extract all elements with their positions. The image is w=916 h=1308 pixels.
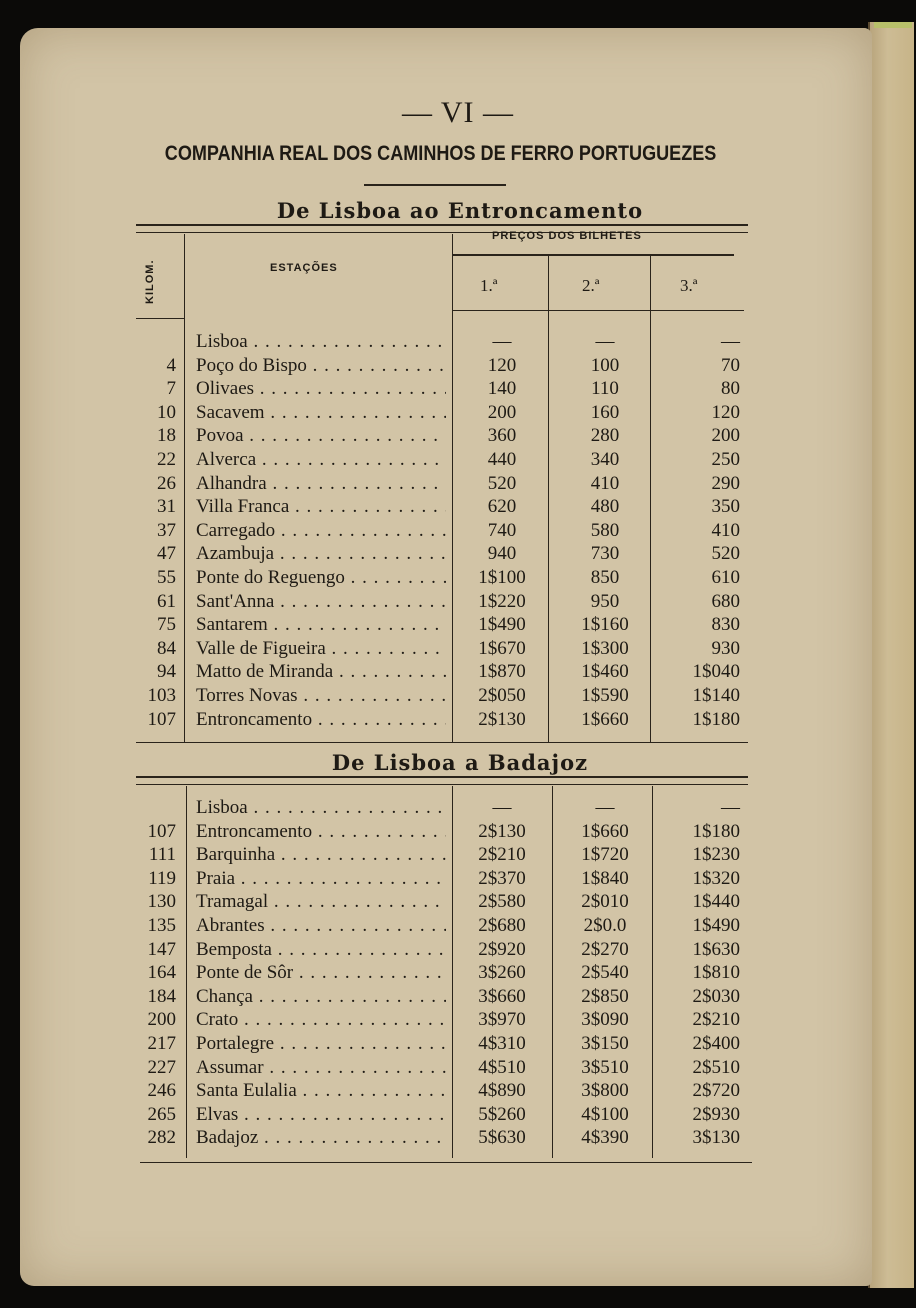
table-row bbox=[0, 401, 916, 425]
table-row bbox=[0, 377, 916, 401]
table-row bbox=[0, 1032, 916, 1056]
km-cell: 4 bbox=[166, 354, 176, 376]
price-2nd-cell: 1$720 bbox=[581, 844, 629, 866]
price-3rd-cell: 70 bbox=[721, 354, 740, 376]
price-2nd-cell: 280 bbox=[590, 425, 620, 447]
station-cell: Entroncamento . . . bbox=[196, 708, 446, 732]
price-3rd-cell: 350 bbox=[711, 496, 740, 518]
price-3rd-cell: 250 bbox=[711, 449, 740, 470]
price-2nd-cell: 3$150 bbox=[581, 1033, 629, 1054]
station-cell: Santa Eulalia . . . bbox=[196, 1079, 446, 1103]
price-2nd-cell: 1$660 bbox=[581, 708, 629, 730]
price-2nd-cell: — bbox=[595, 797, 615, 818]
price-3rd-cell: 1$180 bbox=[692, 820, 740, 842]
price-2nd-cell: 340 bbox=[590, 449, 620, 470]
station-cell: Ponte do Reguengo . . . bbox=[196, 566, 446, 590]
price-3rd-cell: 2$400 bbox=[692, 1033, 740, 1054]
table-row bbox=[0, 424, 916, 448]
km-cell: 61 bbox=[157, 590, 176, 612]
price-2nd-cell: 480 bbox=[590, 496, 620, 518]
km-cell: 94 bbox=[157, 661, 176, 683]
header-bottom-rule bbox=[136, 318, 184, 319]
km-cell: 130 bbox=[147, 891, 176, 913]
price-1st-cell: — bbox=[492, 797, 512, 818]
price-2nd-cell: 3$800 bbox=[581, 1080, 629, 1102]
station-cell: Badajoz . . . bbox=[196, 1126, 446, 1150]
station-cell: Abrantes . . . bbox=[196, 914, 446, 938]
price-2nd-cell: 3$090 bbox=[581, 1009, 629, 1031]
station-cell: Chança . . . bbox=[196, 985, 446, 1009]
km-cell: 119 bbox=[148, 867, 176, 889]
table-row bbox=[0, 1126, 916, 1150]
table-row bbox=[0, 590, 916, 614]
km-cell: 184 bbox=[147, 985, 176, 1007]
price-3rd-cell: 2$720 bbox=[692, 1080, 740, 1102]
table-row bbox=[0, 1079, 916, 1103]
price-2nd-cell: 4$100 bbox=[581, 1103, 629, 1125]
price-3rd-cell: — bbox=[721, 797, 740, 818]
price-2nd-cell: 1$300 bbox=[581, 637, 629, 659]
price-3rd-cell: 80 bbox=[721, 378, 740, 400]
station-cell: Lisboa . . . bbox=[196, 330, 446, 354]
station-cell: Elvas . . . bbox=[196, 1103, 446, 1127]
price-3rd-cell: 1$810 bbox=[692, 962, 740, 984]
price-2nd-cell: 1$460 bbox=[581, 661, 629, 683]
price-2nd-cell: 3$510 bbox=[581, 1056, 629, 1078]
km-cell: 18 bbox=[157, 425, 176, 447]
km-cell: 135 bbox=[147, 915, 176, 936]
price-1st-cell: 940 bbox=[487, 543, 517, 565]
price-1st-cell: 520 bbox=[487, 472, 517, 494]
station-cell: Valle de Figueira . . . bbox=[196, 637, 446, 661]
price-3rd-cell: 1$180 bbox=[692, 708, 740, 730]
station-cell: Matto de Miranda . . . bbox=[196, 660, 446, 684]
price-3rd-cell: 2$210 bbox=[692, 1009, 740, 1031]
price-2nd-cell: 410 bbox=[590, 472, 620, 494]
page-number: — VI — bbox=[401, 96, 515, 129]
station-cell: Barquinha . . . bbox=[196, 843, 446, 867]
price-3rd-cell: 2$030 bbox=[692, 985, 740, 1007]
km-cell: 246 bbox=[147, 1080, 176, 1102]
table-row bbox=[0, 542, 916, 566]
station-cell: Crato . . . bbox=[196, 1008, 446, 1032]
km-cell: 10 bbox=[157, 401, 176, 423]
table-row bbox=[0, 519, 916, 543]
price-3rd-cell: 2$930 bbox=[692, 1103, 740, 1125]
price-1st-cell: 2$580 bbox=[478, 891, 526, 913]
table-row bbox=[0, 448, 916, 472]
section2-bottom-rule bbox=[140, 1162, 752, 1163]
table-row bbox=[0, 1103, 916, 1127]
table-row bbox=[0, 472, 916, 496]
price-2nd-cell: — bbox=[595, 331, 615, 352]
next-page-edge-tint bbox=[874, 22, 912, 28]
km-cell: 200 bbox=[147, 1009, 176, 1031]
price-1st-cell: 2$920 bbox=[478, 938, 526, 960]
price-1st-cell: 2$130 bbox=[478, 820, 526, 842]
price-1st-cell: 620 bbox=[487, 496, 517, 518]
section1-top-rule-2 bbox=[136, 232, 748, 233]
prices-header: PREÇOS DOS BILHETES bbox=[492, 230, 642, 242]
table-row bbox=[0, 796, 916, 820]
price-1st-cell: 360 bbox=[487, 425, 517, 447]
price-2nd-cell: 2$270 bbox=[581, 938, 629, 960]
station-cell: Villa Franca . . . bbox=[196, 495, 446, 519]
station-cell: Portalegre . . . bbox=[196, 1032, 446, 1056]
station-cell: Assumar . . . bbox=[196, 1056, 446, 1080]
price-1st-cell: 2$370 bbox=[478, 867, 526, 889]
class-1-header: 1.ª bbox=[480, 276, 498, 295]
stations-header: ESTAÇÕES bbox=[270, 262, 338, 274]
station-cell: Santarem . . . bbox=[196, 613, 446, 637]
km-cell: 75 bbox=[157, 614, 176, 636]
km-cell: 31 bbox=[157, 496, 176, 518]
price-2nd-cell: 2$010 bbox=[581, 891, 629, 913]
table-row bbox=[0, 820, 916, 844]
price-1st-cell: 1$490 bbox=[478, 614, 526, 636]
price-2nd-cell: 2$850 bbox=[581, 985, 629, 1007]
price-2nd-cell: 1$840 bbox=[581, 867, 629, 889]
title-rule bbox=[364, 184, 506, 186]
station-cell: Povoa . . . bbox=[196, 424, 446, 448]
table-row bbox=[0, 961, 916, 985]
km-cell: 111 bbox=[148, 844, 176, 866]
price-1st-cell: 120 bbox=[487, 354, 517, 376]
price-1st-cell: 3$260 bbox=[478, 962, 526, 984]
price-3rd-cell: 2$510 bbox=[692, 1056, 740, 1078]
table-row bbox=[0, 330, 916, 354]
table-row bbox=[0, 637, 916, 661]
km-cell: 84 bbox=[157, 637, 176, 659]
class-2-header: 2.ª bbox=[582, 276, 600, 295]
table-row bbox=[0, 708, 916, 732]
station-cell: Alverca . . . bbox=[196, 448, 446, 472]
price-3rd-cell: 3$130 bbox=[692, 1127, 740, 1149]
km-cell: 26 bbox=[157, 472, 176, 494]
km-cell: 217 bbox=[147, 1033, 176, 1054]
table-row bbox=[0, 684, 916, 708]
price-3rd-cell: 610 bbox=[711, 567, 740, 588]
price-3rd-cell: — bbox=[721, 331, 740, 352]
price-3rd-cell: 1$630 bbox=[692, 938, 740, 960]
price-1st-cell: — bbox=[492, 331, 512, 352]
km-cell: 103 bbox=[147, 685, 176, 706]
station-cell: Lisboa . . . bbox=[196, 796, 446, 820]
price-2nd-cell: 1$660 bbox=[581, 820, 629, 842]
table-row bbox=[0, 1056, 916, 1080]
station-cell: Bemposta . . . bbox=[196, 938, 446, 962]
km-cell: 107 bbox=[147, 708, 176, 730]
price-2nd-cell: 950 bbox=[590, 590, 620, 612]
station-cell: Carregado . . . bbox=[196, 519, 446, 543]
price-1st-cell: 1$100 bbox=[478, 567, 526, 588]
km-cell: 164 bbox=[147, 962, 176, 984]
station-cell: Azambuja . . . bbox=[196, 542, 446, 566]
header-bottom-rule-prices bbox=[452, 310, 744, 311]
price-1st-cell: 740 bbox=[487, 519, 517, 541]
price-1st-cell: 1$870 bbox=[478, 661, 526, 683]
price-1st-cell: 3$660 bbox=[478, 985, 526, 1007]
section1-top-rule bbox=[136, 224, 748, 226]
price-2nd-cell: 110 bbox=[591, 378, 619, 400]
km-cell: 55 bbox=[157, 567, 176, 588]
price-2nd-cell: 580 bbox=[590, 519, 620, 541]
price-1st-cell: 4$310 bbox=[478, 1033, 526, 1054]
class-3-header: 3.ª bbox=[680, 276, 698, 295]
price-3rd-cell: 1$230 bbox=[692, 844, 740, 866]
price-1st-cell: 440 bbox=[487, 449, 517, 470]
section1-bottom-rule bbox=[136, 742, 748, 743]
station-cell: Sant'Anna . . . bbox=[196, 590, 446, 614]
price-3rd-cell: 830 bbox=[711, 614, 740, 636]
km-cell: 7 bbox=[166, 378, 176, 400]
price-1st-cell: 4$510 bbox=[478, 1056, 526, 1078]
price-1st-cell: 2$680 bbox=[478, 915, 526, 936]
price-1st-cell: 140 bbox=[487, 378, 517, 400]
kilometers-header: KILOM. bbox=[144, 259, 156, 305]
price-3rd-cell: 410 bbox=[711, 519, 740, 541]
station-cell: Praia . . . bbox=[196, 867, 446, 891]
price-3rd-cell: 680 bbox=[711, 590, 740, 612]
km-cell: 227 bbox=[147, 1056, 176, 1078]
price-3rd-cell: 520 bbox=[711, 543, 740, 565]
price-1st-cell: 200 bbox=[487, 401, 517, 423]
table-row bbox=[0, 1008, 916, 1032]
section2-top-rule-2 bbox=[136, 784, 748, 785]
table-row bbox=[0, 354, 916, 378]
price-1st-cell: 2$050 bbox=[478, 685, 526, 706]
km-cell: 22 bbox=[157, 449, 176, 470]
company-title: COMPANHIA REAL DOS CAMINHOS DE FERRO PORTUGUEZES bbox=[164, 142, 717, 165]
section1-title: De Lisboa ao Entroncamento bbox=[276, 198, 644, 223]
price-3rd-cell: 1$040 bbox=[692, 661, 740, 683]
table-row bbox=[0, 566, 916, 590]
price-2nd-cell: 730 bbox=[590, 543, 620, 565]
table-row bbox=[0, 495, 916, 519]
km-cell: 265 bbox=[147, 1103, 176, 1125]
price-2nd-cell: 160 bbox=[590, 401, 620, 423]
km-cell: 47 bbox=[157, 543, 176, 565]
prices-header-rule bbox=[452, 254, 734, 256]
price-2nd-cell: 1$590 bbox=[581, 685, 629, 706]
price-1st-cell: 3$970 bbox=[478, 1009, 526, 1031]
section2-top-rule bbox=[136, 776, 748, 778]
price-3rd-cell: 930 bbox=[711, 637, 740, 659]
price-3rd-cell: 1$440 bbox=[692, 891, 740, 913]
table-row bbox=[0, 914, 916, 938]
price-2nd-cell: 100 bbox=[590, 354, 620, 376]
price-1st-cell: 5$260 bbox=[478, 1103, 526, 1125]
price-1st-cell: 5$630 bbox=[478, 1127, 526, 1149]
price-1st-cell: 4$890 bbox=[478, 1080, 526, 1102]
km-cell: 107 bbox=[147, 820, 176, 842]
price-1st-cell: 2$130 bbox=[478, 708, 526, 730]
station-cell: Alhandra . . . bbox=[196, 472, 446, 496]
price-2nd-cell: 2$540 bbox=[581, 962, 629, 984]
km-cell: 147 bbox=[147, 938, 176, 960]
station-cell: Tramagal . . . bbox=[196, 890, 446, 914]
price-3rd-cell: 1$320 bbox=[692, 867, 740, 889]
table-row bbox=[0, 985, 916, 1009]
price-1st-cell: 1$670 bbox=[478, 637, 526, 659]
station-cell: Olivaes . . . bbox=[196, 377, 446, 401]
station-cell: Entroncamento . . . bbox=[196, 820, 446, 844]
table-row bbox=[0, 867, 916, 891]
price-3rd-cell: 1$490 bbox=[692, 915, 740, 936]
station-cell: Poço do Bispo . . . bbox=[196, 354, 446, 378]
price-2nd-cell: 1$160 bbox=[581, 614, 629, 636]
price-2nd-cell: 2$0.0 bbox=[583, 915, 627, 936]
price-2nd-cell: 850 bbox=[590, 567, 620, 588]
price-1st-cell: 1$220 bbox=[478, 590, 526, 612]
price-3rd-cell: 1$140 bbox=[692, 685, 740, 706]
km-cell: 282 bbox=[147, 1127, 176, 1149]
table-row bbox=[0, 890, 916, 914]
price-3rd-cell: 290 bbox=[711, 472, 740, 494]
price-1st-cell: 2$210 bbox=[478, 844, 526, 866]
station-cell: Torres Novas . . . bbox=[196, 684, 446, 708]
price-3rd-cell: 120 bbox=[711, 401, 740, 423]
table-row bbox=[0, 613, 916, 637]
station-cell: Sacavem . . . bbox=[196, 401, 446, 425]
section2-title: De Lisboa a Badajoz bbox=[331, 750, 589, 775]
km-cell: 37 bbox=[157, 519, 176, 541]
station-cell: Ponte de Sôr . . . bbox=[196, 961, 446, 985]
price-2nd-cell: 4$390 bbox=[581, 1127, 629, 1149]
table-row bbox=[0, 938, 916, 962]
price-3rd-cell: 200 bbox=[711, 425, 740, 447]
table-row bbox=[0, 660, 916, 684]
table-row bbox=[0, 843, 916, 867]
